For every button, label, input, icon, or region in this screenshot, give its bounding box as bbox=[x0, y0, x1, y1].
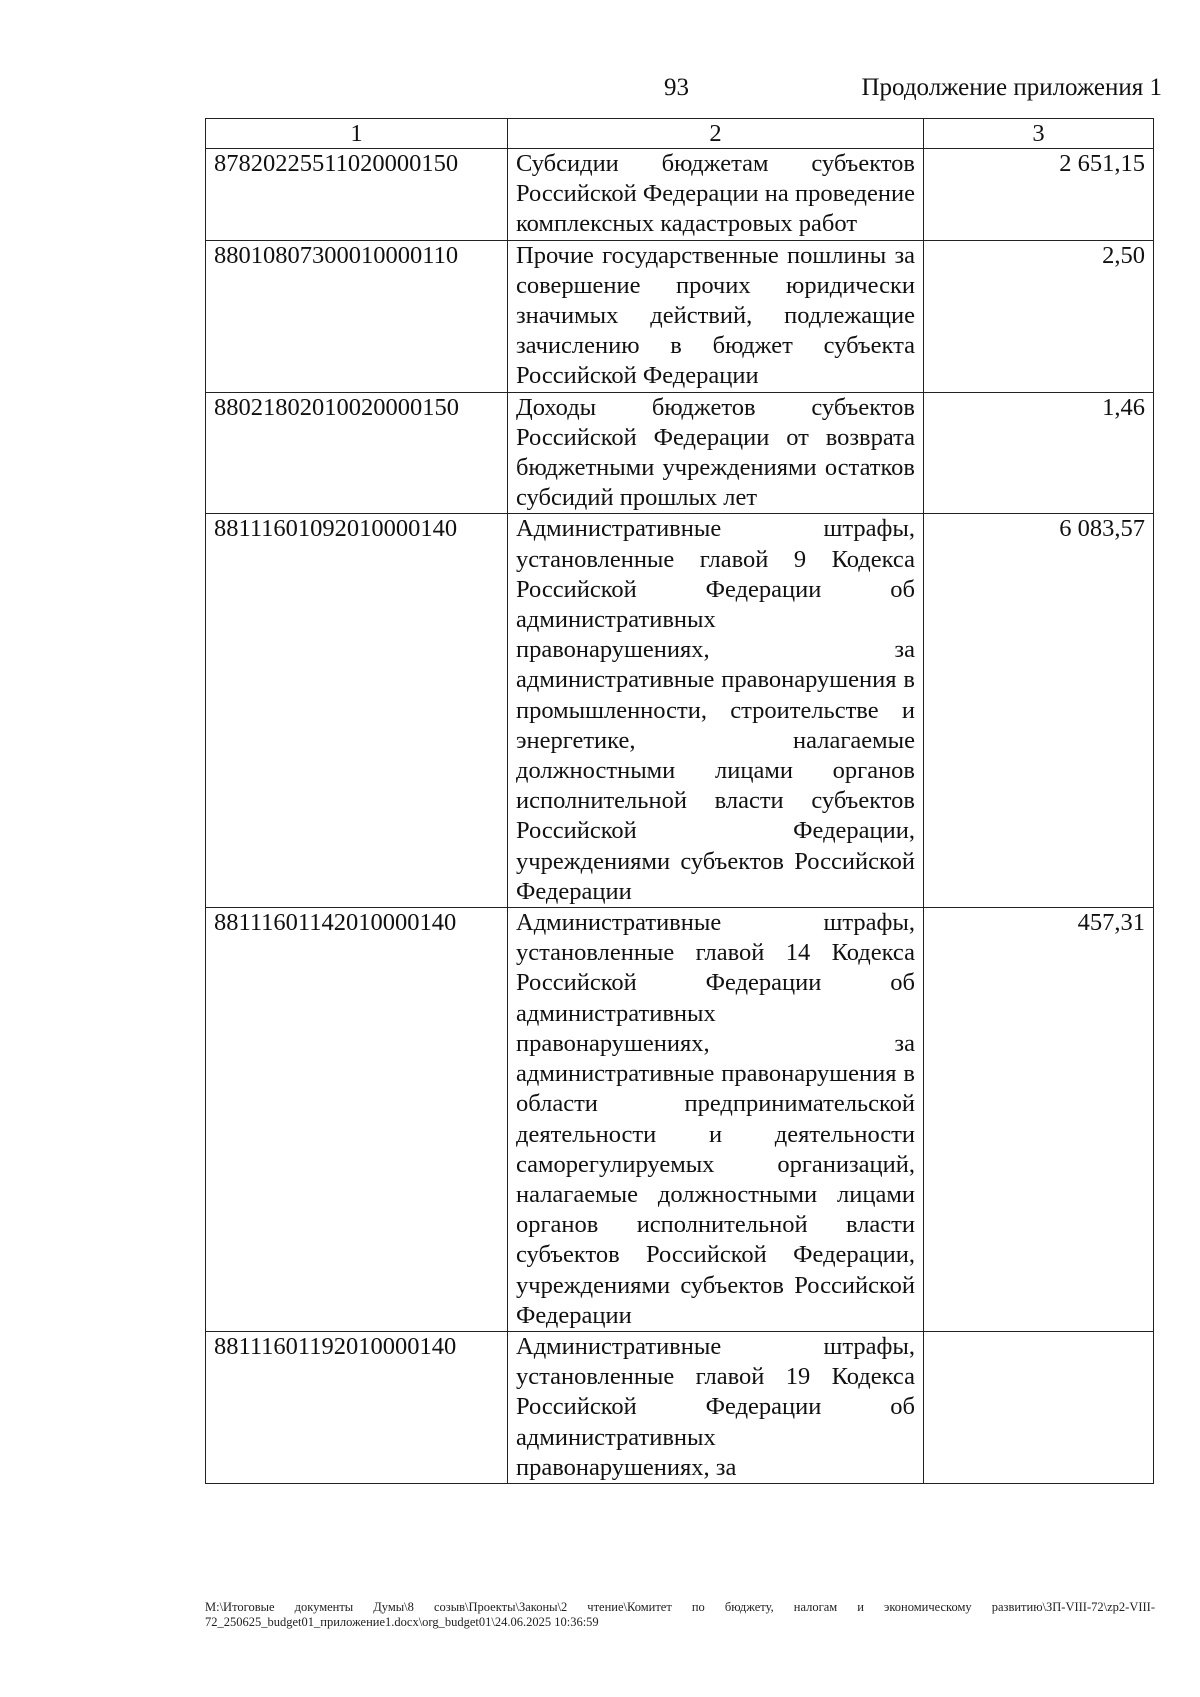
budget-code: 88111601192010000140 bbox=[206, 1331, 508, 1483]
income-description: Прочие государственные пошлины за совершение прочих юридически значимых действий, подлежащие зачислению в бюджет субъекта Российской Федерации bbox=[508, 240, 924, 392]
amount bbox=[924, 1331, 1154, 1483]
table-row bbox=[206, 149, 1154, 241]
table-row bbox=[206, 1331, 1154, 1483]
table-row bbox=[206, 392, 1154, 514]
table-header-row bbox=[206, 119, 1154, 149]
amount: 2,50 bbox=[924, 240, 1154, 392]
amount: 457,31 bbox=[924, 908, 1154, 1332]
budget-code: 88111601092010000140 bbox=[206, 514, 508, 908]
table-row bbox=[206, 514, 1154, 908]
budget-table bbox=[205, 118, 1154, 1484]
document-path-footer: M:\Итоговые документы Думы\8 созыв\Проекты\Законы\2 чтение\Комитет по бюджету, налогам и экономическому развитию\ЗП-VIII-72\zp2-VIII-72_250625_budget01_приложение1.docx\org_budget01\24.06.2025 10:36:59 bbox=[205, 1600, 1155, 1629]
income-description: Административные штрафы, установленные главой 14 Кодекса Российской Федерации об административных правонарушениях, за административные правонарушения в области предпринимательской деятельности и деятельности саморегулируемых организаций, налагаемые должностными лицами органов исполнительной власти субъектов Российской Федерации, учреждениями субъектов Российской Федерации bbox=[508, 908, 924, 1332]
table-row bbox=[206, 908, 1154, 1332]
income-description: Субсидии бюджетам субъектов Российской Федерации на проведение комплексных кадастровых работ bbox=[508, 149, 924, 241]
income-description: Административные штрафы, установленные главой 9 Кодекса Российской Федерации об административных правонарушениях, за административные правонарушения в промышленности, строительстве и энергетике, налагаемые должностными лицами органов исполнительной власти субъектов Российской Федерации, учреждениями субъектов Российской Федерации bbox=[508, 514, 924, 908]
column-header: 1 bbox=[206, 119, 508, 149]
amount: 1,46 bbox=[924, 392, 1154, 514]
amount: 6 083,57 bbox=[924, 514, 1154, 908]
table-row bbox=[206, 240, 1154, 392]
income-description: Административные штрафы, установленные главой 19 Кодекса Российской Федерации об административных правонарушениях, за bbox=[508, 1331, 924, 1483]
budget-code: 88021802010020000150 bbox=[206, 392, 508, 514]
budget-code: 88010807300010000110 bbox=[206, 240, 508, 392]
column-header: 3 bbox=[924, 119, 1154, 149]
column-header: 2 bbox=[508, 119, 924, 149]
budget-code: 88111601142010000140 bbox=[206, 908, 508, 1332]
income-description: Доходы бюджетов субъектов Российской Федерации от возврата бюджетными учреждениями остатков субсидий прошлых лет bbox=[508, 392, 924, 514]
page-number: 93 bbox=[664, 74, 689, 101]
budget-code: 87820225511020000150 bbox=[206, 149, 508, 241]
amount: 2 651,15 bbox=[924, 149, 1154, 241]
continuation-label: Продолжение приложения 1 bbox=[861, 74, 1162, 101]
